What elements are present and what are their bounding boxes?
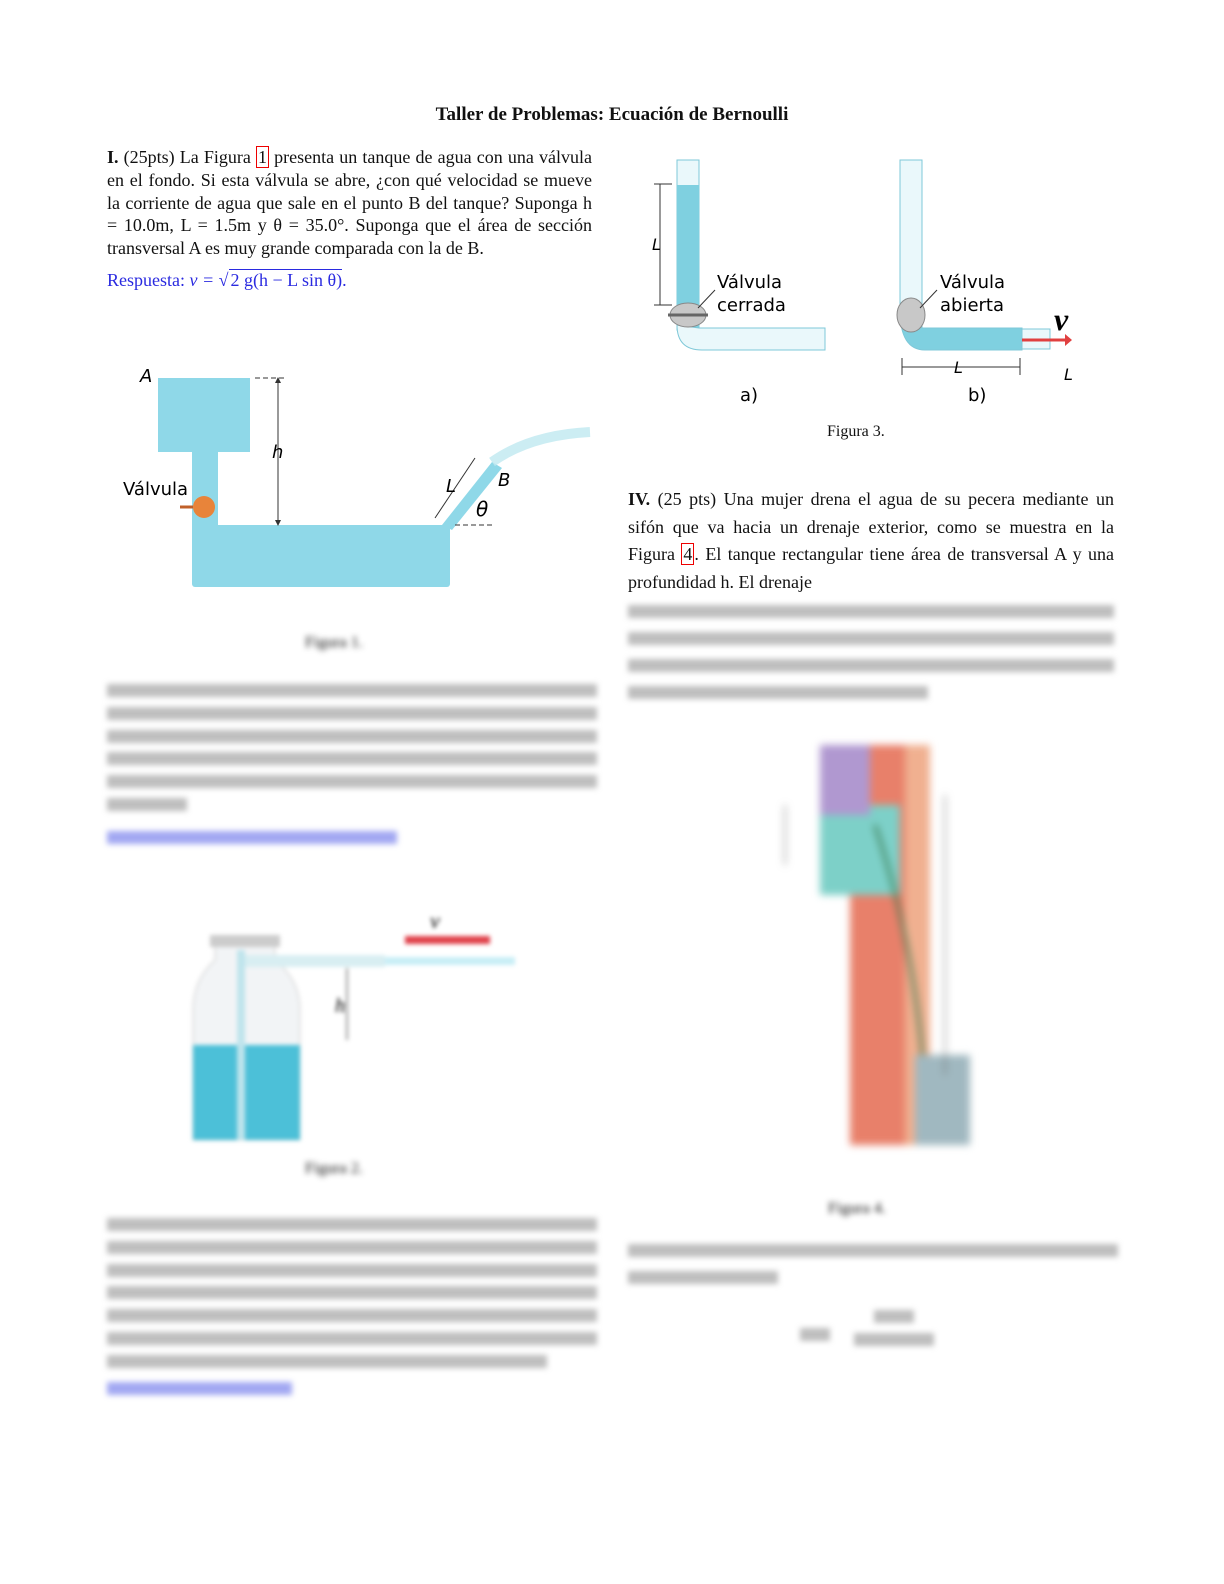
figure-3-caption: Figura 3. [827, 423, 885, 440]
punct: . [342, 269, 347, 290]
problem-1-text [107, 146, 592, 260]
answer-lhs: ν = [189, 269, 219, 290]
answer-1: Respuesta: ν = √ 2 g(h − L sin θ). [107, 269, 347, 290]
problem-number: IV. [628, 489, 651, 509]
problem-4-column [628, 486, 1114, 709]
page-title: Taller de Problemas: Ecuación de Bernoulli [435, 104, 789, 125]
label-A: A [140, 366, 153, 387]
blurred-equation [800, 1310, 945, 1365]
figure-4-siphon-image [775, 745, 975, 1155]
label-L: L [954, 358, 963, 377]
problem-1-column [107, 146, 592, 292]
blurred-problem-3 [107, 1218, 597, 1405]
text: (25 pts) Una mujer drena el agua de su pecera mediante un sifón que va hacia un drenaje exterior, como se muestra en la Figura [628, 489, 1114, 565]
figure-1-caption: Figura 1. [305, 634, 363, 651]
blurred-problem-4-continuation [628, 605, 1114, 699]
label-h: h [335, 995, 345, 1017]
label-valve: Válvula [123, 479, 189, 500]
label-L: L [446, 476, 457, 497]
label-velocity: ν [1054, 301, 1069, 337]
label-v: v [430, 908, 440, 933]
text: (25pts) La Figura [118, 147, 257, 167]
label-L: L [652, 235, 661, 254]
label-L2: L [1064, 365, 1073, 384]
figure-3b [897, 160, 1073, 406]
label-b: b) [968, 385, 987, 406]
problem-4-text [628, 486, 1114, 597]
label-a: a) [740, 385, 759, 406]
blurred-answer-4 [628, 1244, 1118, 1294]
label-valve: Válvula [940, 272, 1006, 293]
label-h: h [272, 442, 284, 463]
answer-radicand: 2 g(h − L sin θ) [230, 269, 343, 290]
problem-number: I. [107, 147, 119, 167]
label-open: abierta [940, 295, 1005, 316]
text: presenta un tanque de agua con una válvula en el fondo. Si esta válvula se abre, ¿con qué velocidad se mueve la corriente de agua que sale en el punto B del tanque? Suponga h = 10.0m, L = 1.5m y θ = 35.0°. Suponga que el área de sección transversal A es muy grande comparada con la de B. [107, 147, 592, 259]
label-valve: Válvula [717, 272, 783, 293]
label-B: B [498, 470, 511, 491]
answer-label: Respuesta: [107, 269, 185, 290]
figure-4-caption: Figura 4. [828, 1200, 886, 1217]
figure-2-bottle-diagram [185, 900, 525, 1150]
text: . El tanque rectangular tiene área de transversal A y una profundidad h. El drenaje [628, 544, 1114, 593]
blurred-problem-2 [107, 684, 597, 854]
figure-1-tank-diagram [110, 340, 600, 600]
label-closed: cerrada [717, 295, 786, 316]
figure-ref-link[interactable]: 4 [683, 544, 693, 565]
figure-3-pipe-diagram [640, 150, 1090, 410]
figure-2-caption: Figura 2. [305, 1160, 363, 1177]
figure-3a [652, 160, 825, 406]
label-theta: θ [476, 497, 489, 521]
figure-ref-link[interactable]: 1 [258, 147, 268, 167]
